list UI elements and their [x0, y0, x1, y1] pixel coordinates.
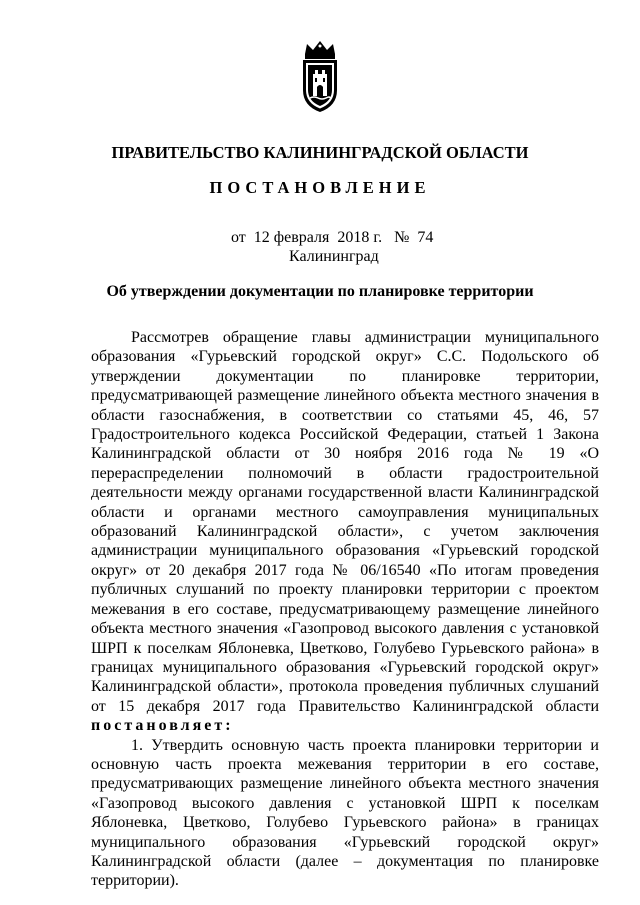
preamble-text: Рассмотрев обращение главы администрации муниципального образования «Гурьевский городской округ» С.С. Подольского об утверждении документации по планировке территории, предусматривающей размещение линейного объекта местного значения в области газоснабжения, в соответствии со статьями 45, 46, 57 Градостроительного кодекса Российской Федерации, статьей 1 Закона Калининградской области от 30 ноября 2016 года № 19 «О перераспределении полномочий в области градостроительной деятельности между органами государственной власти Калининградской области и органами местного самоуправления муниципальных образований Калининградской области», с учетом заключения администрации муниципального образования «Гурьевский городской округ» от 20 декабря 2017 года № 06/16540 «По итогам проведения публичных слушаний по проекту планировки территории с проектом межевания в его составе, предусматривающему размещение линейного объекта местного значения «Газопровод высокого давления с установкой ШРП к поселкам Яблоневка, Цветково, Голубево Гурьевского района» в границах муниципального образования «Гурьевский городской округ» Калининградской области», протокола проведения публичных слушаний от 15 декабря 2017 года Правительство Калининградской области — [91, 329, 599, 715]
date-number-line: от 12 февраля 2018 г. № 74 — [231, 229, 434, 246]
city: Калининград — [289, 248, 379, 265]
government-title: ПРАВИТЕЛЬСТВО КАЛИНИНГРАДСКОЙ ОБЛАСТИ — [111, 143, 529, 162]
coat-of-arms-icon — [297, 40, 343, 114]
paragraph-preamble — [91, 328, 599, 736]
document-subject: Об утверждении документации по планировке территории — [106, 283, 534, 300]
document-body — [91, 328, 599, 891]
paragraph-item-1: 1. Утвердить основную часть проекта планировки территории и основную часть проекта межевания территории в его составе, предусматривающих размещение линейного объекта местного значения «Газопровод высокого давления с установкой ШРП к поселкам Яблоневка, Цветково, Голубево Гурьевского района» в границах муниципального образования «Гурьевский городской округ» Калининградской области (далее – документация по планировке территории). — [91, 736, 599, 890]
decree-word: постановляет: — [91, 717, 234, 735]
document-type: ПОСТАНОВЛЕНИЕ — [209, 178, 431, 197]
